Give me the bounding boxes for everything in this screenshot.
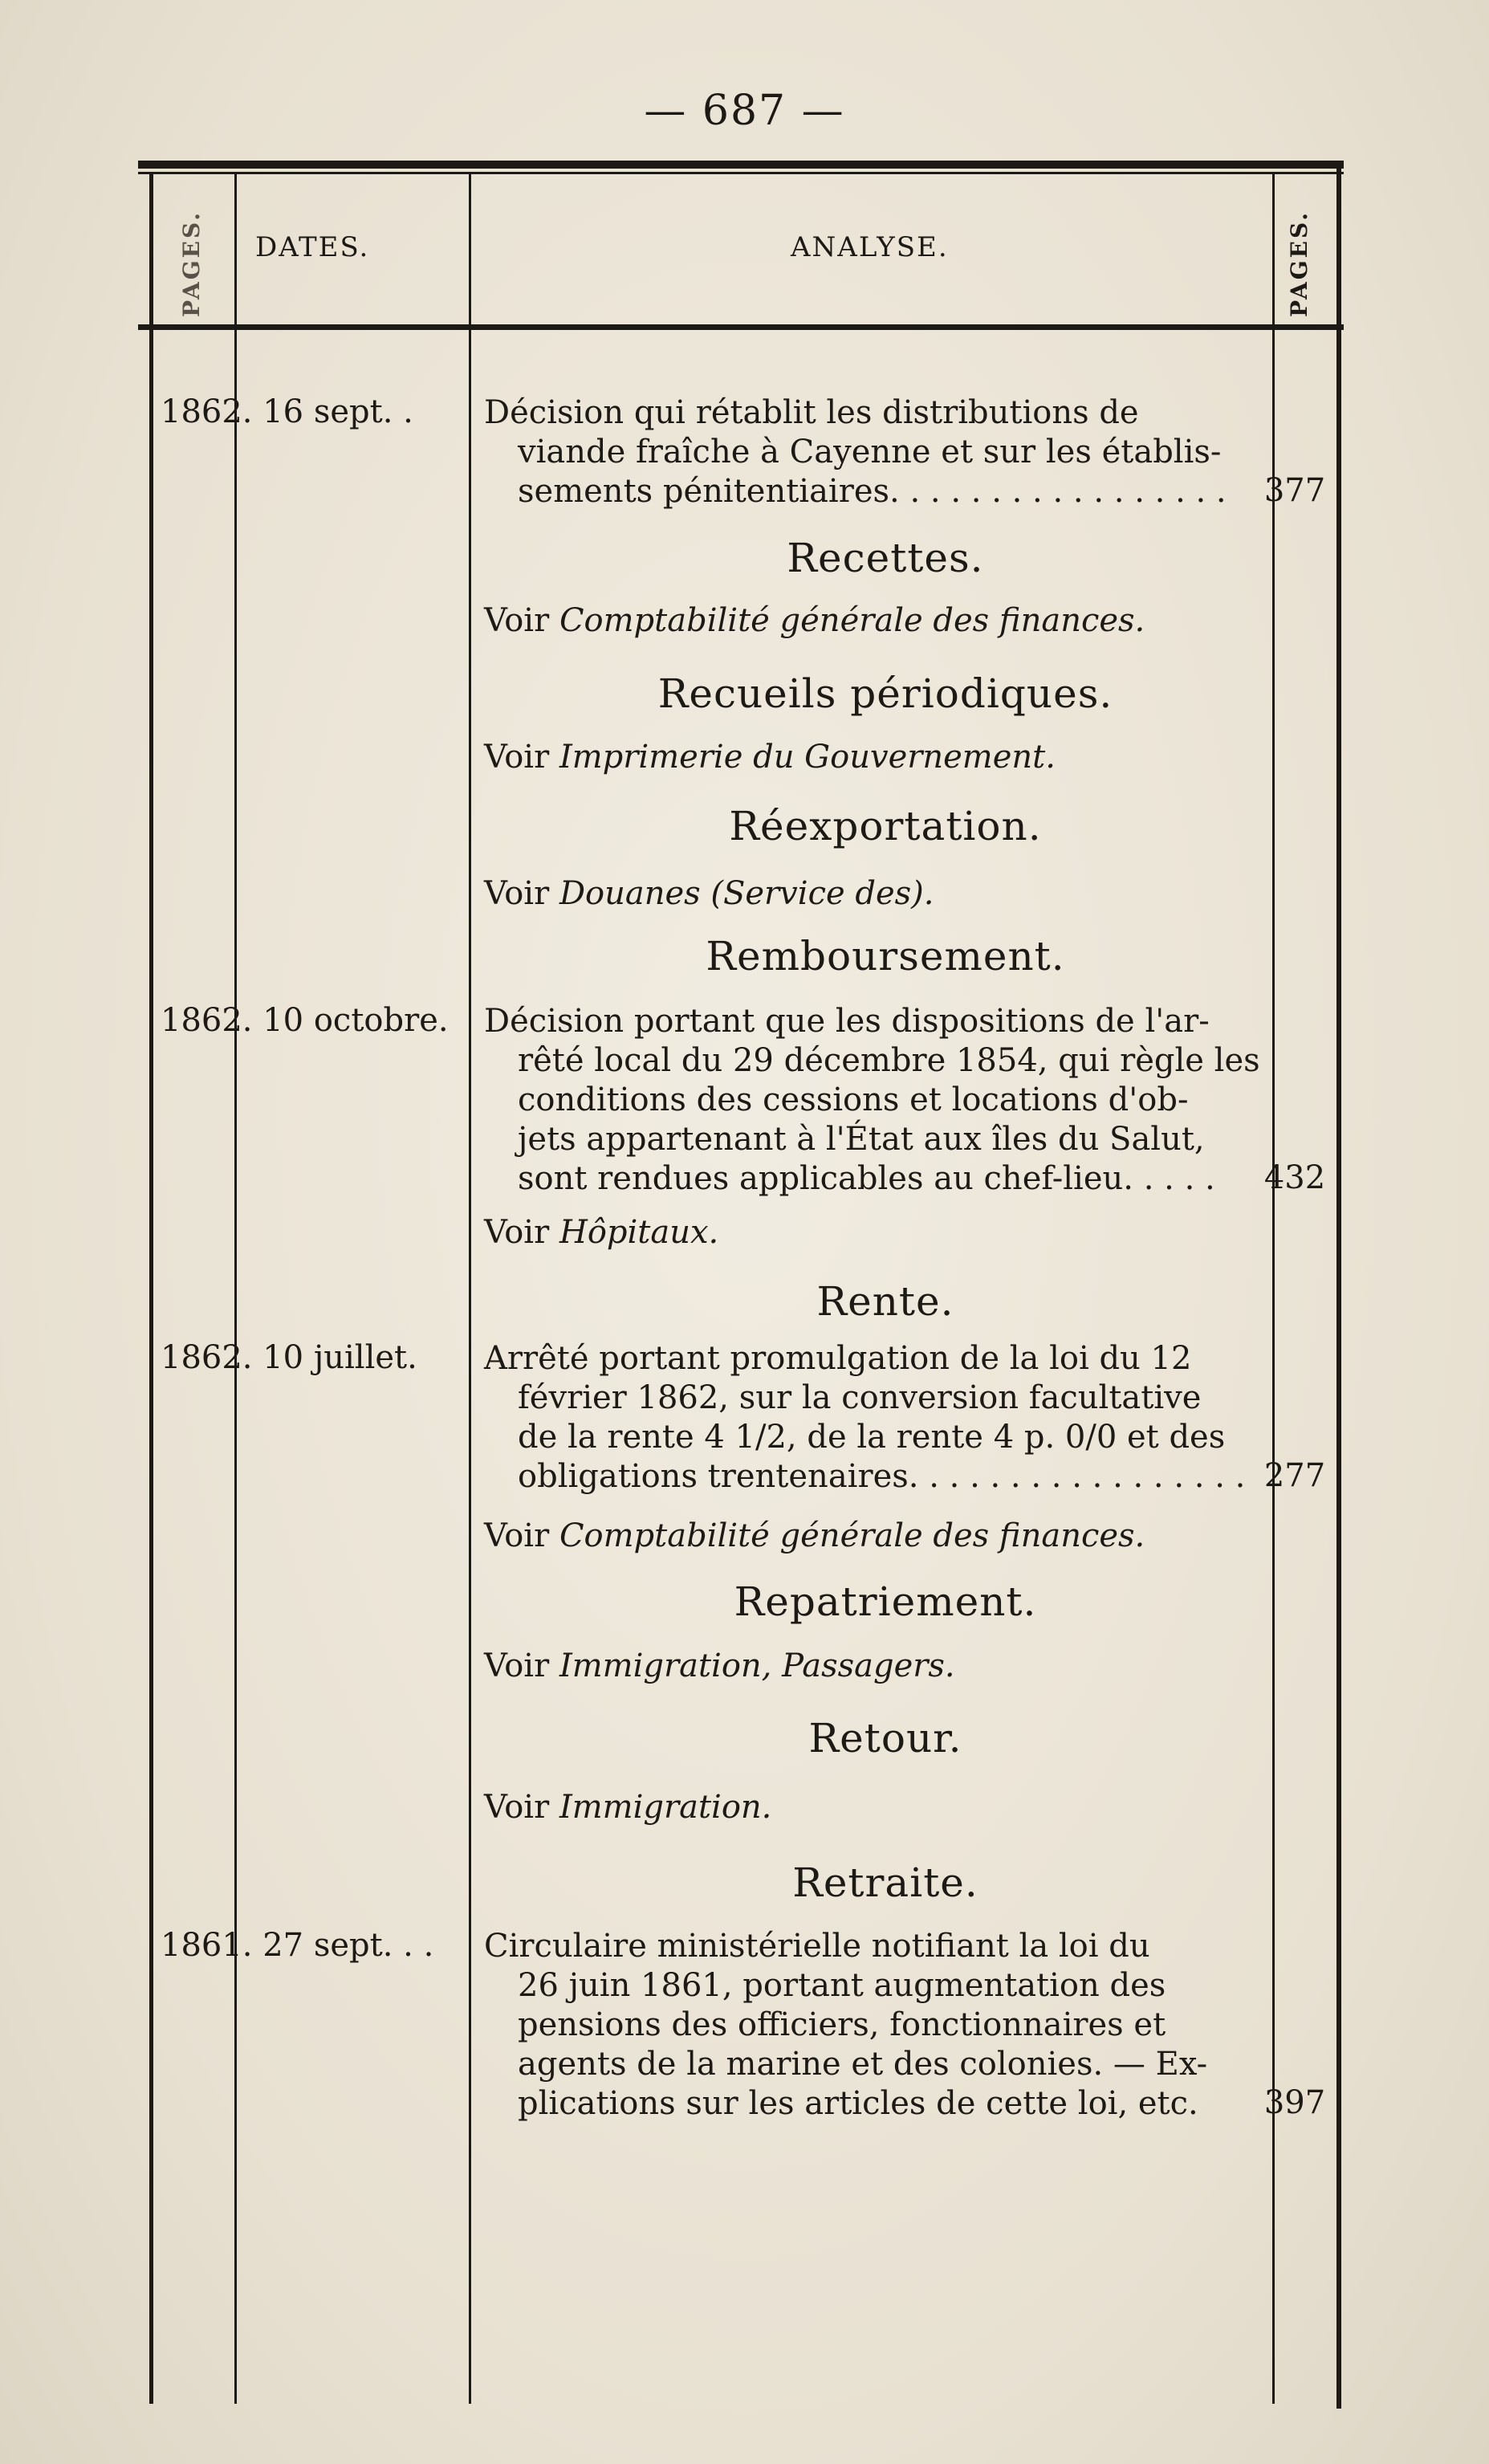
see-also-ref: Immigration, Passagers. — [559, 1647, 955, 1684]
page-number: — 687 — — [644, 87, 845, 135]
see-also-ref: Douanes (Service des). — [559, 875, 934, 912]
entry-line: 26 juin 1861, portant augmentation des — [518, 1967, 1166, 2004]
entry-line: conditions des cessions et locations d'ob- — [518, 1081, 1189, 1118]
see-also-prefix: Voir — [484, 602, 559, 639]
section-heading: Retour. — [808, 1715, 962, 1761]
section-heading: Réexportation. — [729, 803, 1042, 849]
see-also-prefix: Voir — [484, 1647, 559, 1684]
entry-line: Circulaire ministérielle notifiant la loi du — [484, 1928, 1150, 1965]
entry-line: de la rente 4 1/2, de la rente 4 p. 0/0 et des — [518, 1419, 1226, 1456]
section-heading: Repatriement. — [734, 1578, 1037, 1625]
entry-line: sont rendues applicables au chef-lieu. . . . . — [518, 1160, 1215, 1197]
entry-line: pensions des officiers, fonctionnaires et — [518, 2006, 1166, 2043]
header-pages-right: PAGES. — [1286, 210, 1312, 317]
entry-line: jets appartenant à l'État aux îles du Salut, — [518, 1121, 1205, 1158]
see-also — [484, 602, 1145, 639]
entry-line: agents de la marine et des colonies. — Ex- — [518, 2046, 1208, 2083]
entry-date: 1862. 16 sept. . — [161, 393, 413, 430]
see-also-ref: Imprimerie du Gouvernement. — [559, 739, 1056, 776]
entry-analysis — [484, 1002, 1287, 1199]
see-also-prefix: Voir — [484, 1214, 559, 1251]
see-also-ref: Immigration. — [559, 1789, 772, 1826]
entry-line: rêté local du 29 décembre 1854, qui règle les — [518, 1042, 1260, 1079]
header-analysis: ANALYSE. — [791, 231, 949, 263]
see-also-prefix: Voir — [484, 1517, 559, 1554]
entry-line: obligations trentenaires. . . . . . . . . . . . . . . . . — [518, 1458, 1246, 1495]
section-heading: Recueils périodiques. — [657, 670, 1113, 717]
entry-line: Décision qui rétablit les distributions de — [484, 394, 1139, 431]
entry-line: Décision portant que les dispositions de l'ar- — [484, 1003, 1210, 1040]
section-heading: Recettes. — [787, 535, 984, 581]
entry-page: 432 — [1263, 1159, 1326, 1196]
header-pages-left: PAGES. — [178, 210, 205, 317]
entry-analysis — [484, 1927, 1287, 2124]
section-heading: Retraite. — [792, 1859, 978, 1906]
entry-line: février 1862, sur la conversion facultative — [518, 1379, 1202, 1416]
entry-analysis — [484, 393, 1287, 511]
entry-page: 377 — [1263, 472, 1326, 509]
entry-date: 1862. 10 juillet. — [161, 1339, 417, 1376]
entry-line: viande fraîche à Cayenne et sur les établis- — [518, 434, 1222, 470]
see-also — [484, 739, 1056, 776]
entry-date: 1861. 27 sept. . . — [161, 1927, 434, 1964]
header-dates: DATES. — [255, 231, 370, 263]
see-also-prefix: Voir — [484, 739, 559, 776]
entry-page: 397 — [1263, 2084, 1326, 2121]
entry-line: sements pénitentiaires. . . . . . . . . . . . . . . . . — [518, 473, 1227, 510]
entry-page: 277 — [1263, 1457, 1326, 1494]
see-also-prefix: Voir — [484, 875, 559, 912]
entry-line: plications sur les articles de cette loi, etc. — [518, 2085, 1198, 2122]
see-also — [484, 1517, 1145, 1554]
see-also — [484, 875, 934, 912]
section-heading: Rente. — [816, 1278, 954, 1325]
see-also — [484, 1214, 718, 1251]
see-also-prefix: Voir — [484, 1789, 559, 1826]
see-also-ref: Hôpitaux. — [559, 1214, 719, 1251]
see-also — [484, 1647, 955, 1684]
section-heading: Remboursement. — [706, 933, 1065, 979]
entry-analysis — [484, 1339, 1287, 1497]
see-also-ref: Comptabilité générale des finances. — [559, 1517, 1145, 1554]
entry-line: Arrêté portant promulgation de la loi du 12 — [484, 1340, 1192, 1377]
see-also — [484, 1789, 771, 1826]
see-also-ref: Comptabilité générale des finances. — [559, 602, 1145, 639]
entry-date: 1862. 10 octobre. — [161, 1002, 449, 1039]
